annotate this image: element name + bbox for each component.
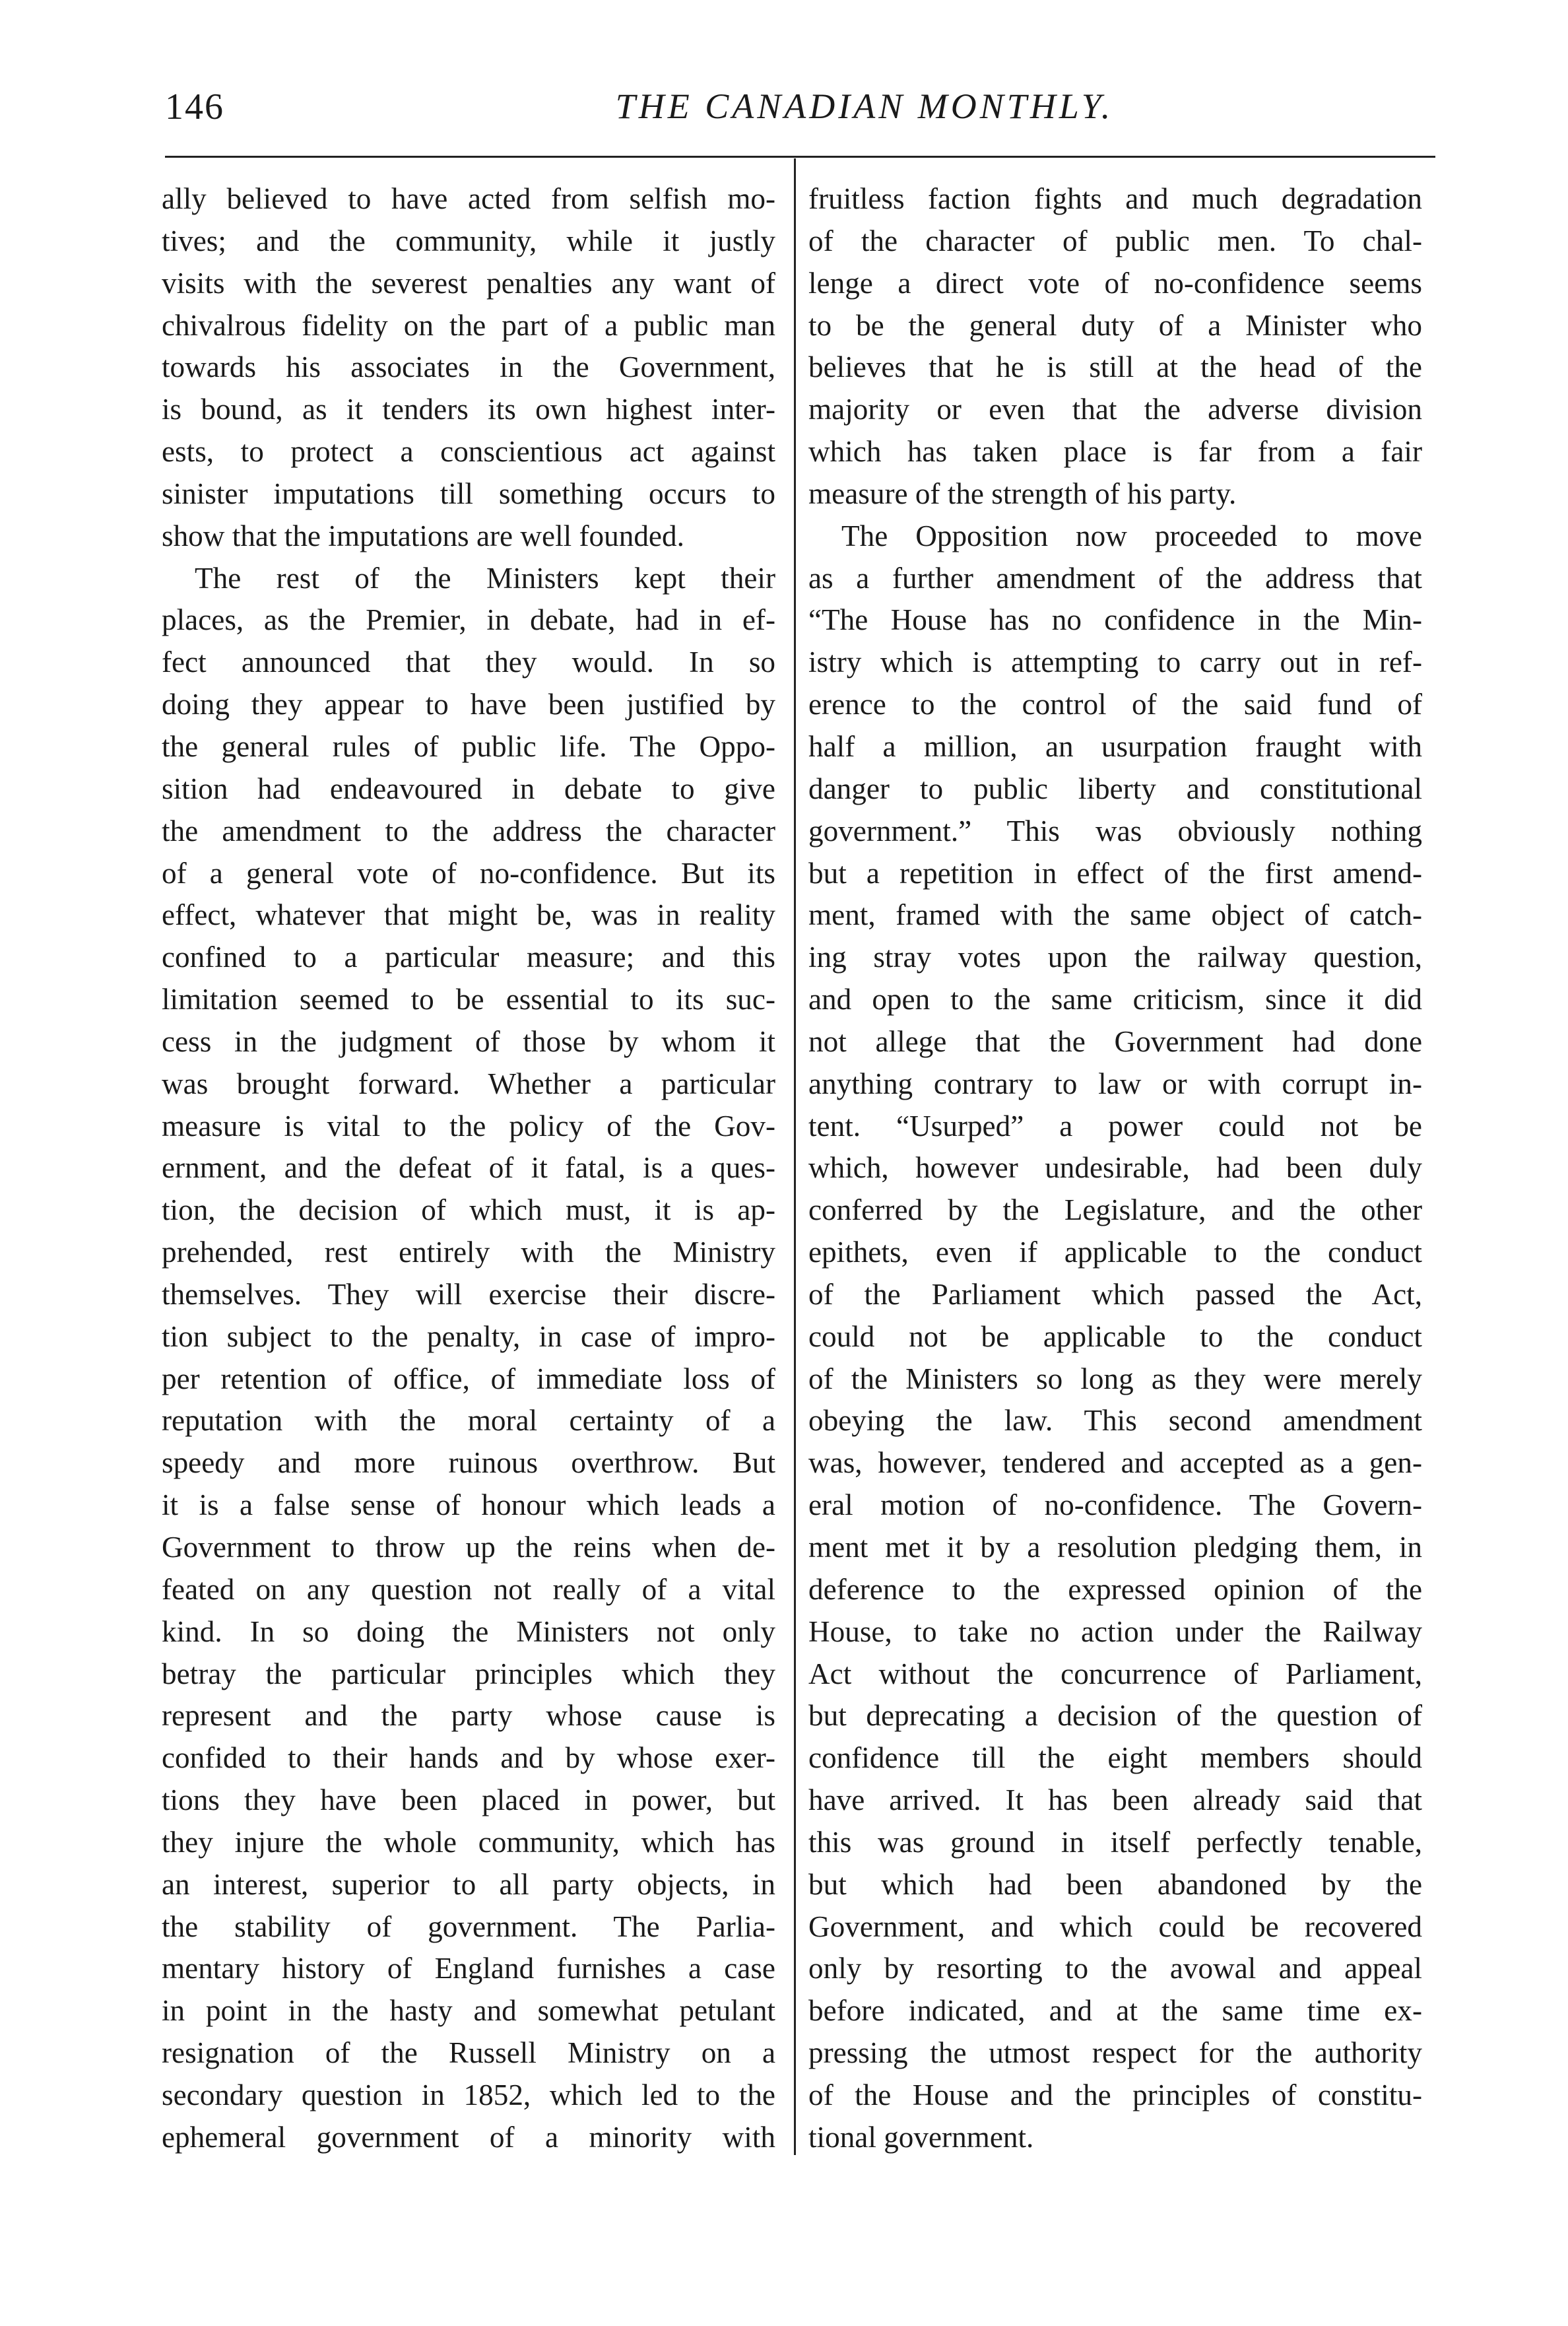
text-line: danger to public liberty and constitutional xyxy=(808,772,1422,805)
text-line: fruitless faction fights and much degradation xyxy=(808,182,1422,215)
text-line: show that the imputations are well founded. xyxy=(162,519,684,552)
text-line: they injure the whole community, which has xyxy=(162,1825,775,1859)
text-line: confided to their hands and by whose exer- xyxy=(162,1741,775,1775)
text-line: only by resorting to the avowal and appeal xyxy=(808,1952,1422,1985)
text-line: epithets, even if applicable to the conduct xyxy=(808,1236,1422,1269)
text-line: ally believed to have acted from selfish mo- xyxy=(162,182,775,215)
text-line: it is a false sense of honour which leads a xyxy=(162,1488,775,1522)
text-line: secondary question in 1852, which led to the xyxy=(162,2078,775,2111)
text-line: obeying the law. This second amendment xyxy=(808,1404,1422,1438)
text-line: which has taken place is far from a fair xyxy=(808,435,1422,469)
text-line: cess in the judgment of those by whom it xyxy=(162,1024,775,1058)
text-line: The rest of the Ministers kept their xyxy=(195,561,775,595)
text-line: sition had endeavoured in debate to give xyxy=(162,772,775,805)
text-line: tion subject to the penalty, in case of impro- xyxy=(162,1319,775,1353)
text-line: sinister imputations till something occurs to xyxy=(162,477,775,510)
text-line: “The House has no confidence in the Min- xyxy=(808,603,1422,637)
text-line: half a million, an usurpation fraught with xyxy=(808,729,1422,763)
text-line: erence to the control of the said fund of xyxy=(808,688,1422,721)
text-line: conferred by the Legislature, and the other xyxy=(808,1193,1422,1227)
left-column xyxy=(162,178,775,2159)
text-line: not allege that the Government had done xyxy=(808,1024,1422,1058)
text-line: limitation seemed to be essential to its suc- xyxy=(162,983,775,1016)
text-line: government.” This was obviously nothing xyxy=(808,814,1422,847)
text-line: tional government. xyxy=(808,2120,1034,2154)
text-line: mentary history of England furnishes a case xyxy=(162,1952,775,1985)
text-line: confined to a particular measure; and this xyxy=(162,941,775,974)
text-line: have arrived. It has been already said that xyxy=(808,1783,1422,1817)
text-line: the general rules of public life. The Oppo- xyxy=(162,729,775,763)
text-line: reputation with the moral certainty of a xyxy=(162,1404,775,1438)
text-line: is bound, as it tenders its own highest inter- xyxy=(162,393,775,426)
text-line: the stability of government. The Parlia- xyxy=(162,1910,775,1943)
text-line: could not be applicable to the conduct xyxy=(808,1319,1422,1353)
text-line: pressing the utmost respect for the authority xyxy=(808,2036,1422,2070)
right-column xyxy=(808,178,1422,2159)
page-header xyxy=(158,86,1435,139)
text-line: in point in the hasty and somewhat petulant xyxy=(162,1994,775,2028)
text-line: measure is vital to the policy of the Gov- xyxy=(162,1109,775,1143)
text-line: towards his associates in the Government, xyxy=(162,350,775,384)
text-line: of the character of public men. To chal- xyxy=(808,224,1422,257)
text-line: ment met it by a resolution pledging them, in xyxy=(808,1531,1422,1564)
text-line: tent. “Usurped” a power could not be xyxy=(808,1109,1422,1143)
text-line: of a general vote of no-confidence. But its xyxy=(162,856,775,890)
text-line: House, to take no action under the Railway xyxy=(808,1614,1422,1648)
text-line: tives; and the community, while it justly xyxy=(162,224,775,257)
text-line: but which had been abandoned by the xyxy=(808,1867,1422,1901)
text-line: tions they have been placed in power, but xyxy=(162,1783,775,1817)
text-line: ephemeral government of a minority with xyxy=(162,2120,775,2154)
text-line: represent and the party whose cause is xyxy=(162,1699,775,1733)
text-line: which, however undesirable, had been duly xyxy=(808,1151,1422,1185)
text-line: of the Parliament which passed the Act, xyxy=(808,1277,1422,1311)
text-line: to be the general duty of a Minister who xyxy=(808,308,1422,342)
text-line: anything contrary to law or with corrupt in- xyxy=(808,1067,1422,1100)
text-line: of the House and the principles of constitu- xyxy=(808,2078,1422,2111)
text-line: confidence till the eight members should xyxy=(808,1741,1422,1775)
text-line: feated on any question not really of a vital xyxy=(162,1572,775,1606)
text-line: believes that he is still at the head of the xyxy=(808,350,1422,384)
text-line: of the Ministers so long as they were merely xyxy=(808,1362,1422,1395)
text-line: was brought forward. Whether a particular xyxy=(162,1067,775,1100)
column-divider xyxy=(794,158,796,2155)
text-line: tion, the decision of which must, it is ap- xyxy=(162,1193,775,1227)
text-line: fect announced that they would. In so xyxy=(162,646,775,679)
text-line: istry which is attempting to carry out in ref- xyxy=(808,646,1422,679)
text-line: themselves. They will exercise their discre- xyxy=(162,1277,775,1311)
text-line: this was ground in itself perfectly tenable, xyxy=(808,1825,1422,1859)
text-line: deference to the expressed opinion of the xyxy=(808,1572,1422,1606)
text-line: the amendment to the address the character xyxy=(162,814,775,847)
text-line: doing they appear to have been justified by xyxy=(162,688,775,721)
text-line: Government to throw up the reins when de- xyxy=(162,1531,775,1564)
text-line: but a repetition in effect of the first amend- xyxy=(808,856,1422,890)
text-line: ing stray votes upon the railway question, xyxy=(808,941,1422,974)
text-line: per retention of office, of immediate loss of xyxy=(162,1362,775,1395)
text-line: visits with the severest penalties any want of xyxy=(162,266,775,300)
text-line: ernment, and the defeat of it fatal, is a ques- xyxy=(162,1151,775,1185)
text-line: kind. In so doing the Ministers not only xyxy=(162,1614,775,1648)
text-line: eral motion of no-confidence. The Govern- xyxy=(808,1488,1422,1522)
text-line: before indicated, and at the same time ex- xyxy=(808,1994,1422,2028)
text-line: chivalrous fidelity on the part of a public man xyxy=(162,308,775,342)
text-line: lenge a direct vote of no-confidence seems xyxy=(808,266,1422,300)
text-line: resignation of the Russell Ministry on a xyxy=(162,2036,775,2070)
header-rule xyxy=(165,156,1435,158)
text-line: prehended, rest entirely with the Ministry xyxy=(162,1236,775,1269)
text-line: places, as the Premier, in debate, had in ef- xyxy=(162,603,775,637)
text-line: Act without the concurrence of Parliament, xyxy=(808,1657,1422,1690)
text-line: Government, and which could be recovered xyxy=(808,1910,1422,1943)
text-line: majority or even that the adverse division xyxy=(808,393,1422,426)
text-line: but deprecating a decision of the question of xyxy=(808,1699,1422,1733)
text-line: ment, framed with the same object of catch- xyxy=(808,898,1422,932)
text-line: The Opposition now proceeded to move xyxy=(841,519,1422,552)
text-line: speedy and more ruinous overthrow. But xyxy=(162,1446,775,1480)
text-line: ests, to protect a conscientious act against xyxy=(162,435,775,469)
text-line: betray the particular principles which they xyxy=(162,1657,775,1690)
text-line: as a further amendment of the address that xyxy=(808,561,1422,595)
page-number: 146 xyxy=(165,86,224,127)
text-line: was, however, tendered and accepted as a gen- xyxy=(808,1446,1422,1480)
text-line: effect, whatever that might be, was in reality xyxy=(162,898,775,932)
running-title: THE CANADIAN MONTHLY. xyxy=(615,86,1114,126)
text-line: measure of the strength of his party. xyxy=(808,477,1237,510)
text-line: and open to the same criticism, since it did xyxy=(808,983,1422,1016)
text-line: an interest, superior to all party objects, in xyxy=(162,1867,775,1901)
